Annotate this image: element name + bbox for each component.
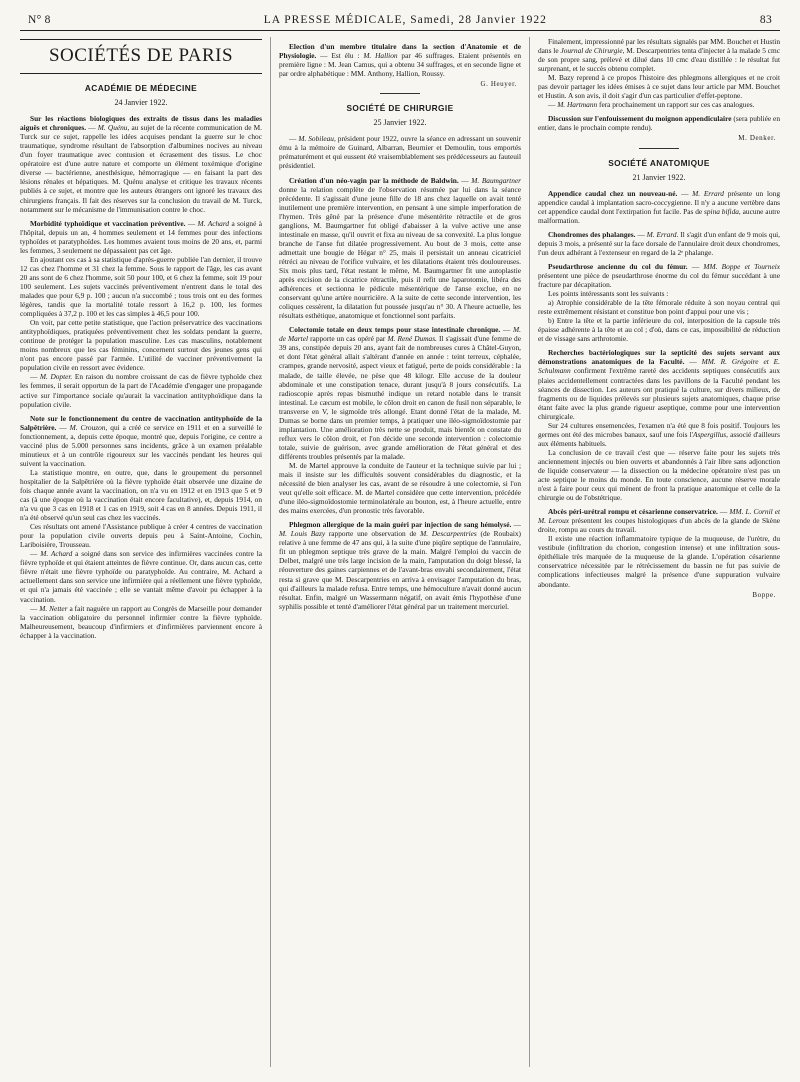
article-election: Election d'un membre titulaire dans la section d'Anatomie et de Physiologie. — Est élu : M. Hallion par 46 suffrages. Etaient présentés en première ligne : M. Jean Camus, qui a obtenu 34 suffrages, et en seconde ligne et par ordre alphabétique : MM. Anthony, Hallion, Roussy. — [279, 42, 521, 79]
article-appendice-caudal: Appendice caudal chez un nouveau-né. — M. Errard présente un long appendice caudal à implantation sacro-coccygienne. Il n'y a aucune vertèbre dans cet appendice caudal dont l'extirpation fut facile. Pas de spina bifida, aucune autre malformation. — [538, 188, 780, 225]
signature-heuyer: G. Heuyer. — [480, 80, 517, 89]
anatomique-date: 21 Janvier 1922. — [632, 172, 686, 182]
paragraph: Sur 24 cultures ensemencées, l'examen n'a été que 8 fois positif. Toujours les germes ont été des microbes banaux, sauf une fois l'Aspergillus, associé d'ailleurs aux éléments habituels. — [538, 420, 780, 448]
paragraph: — M. Hartmann fera prochainement un rapport sur ces cas analogues. — [548, 100, 755, 110]
chirurgie-heading: SOCIÉTÉ DE CHIRURGIE — [346, 103, 454, 114]
paragraph: — M. Achard a soigné dans son service des infirmières vaccinées contre la fièvre typhoïde et qui étaient atteintes de fièvre continue. Or, dans aucun cas, cette fièvre n'était une fièvre typhoïde ou paratyphoïde. Au contraire, M. Achard a actuellement dans son service une infirmière qui a réellement une fièvre typhoïde, et qui n'a jamais été vaccinée ; elle se vantait même d'avoir pu échapper à la vaccination. — [20, 549, 262, 604]
paragraph: — M. Dopter. En raison du nombre croissant de cas de fièvre typhoïde chez les femmes, il serait opportun de la part de l'Académie d'engager une propagande active sur l'importance sociale qu'aurait la vaccination antityphoïdique dans la population civile. — [20, 372, 262, 409]
article-chondromes: Chondromes des phalanges. — M. Errard. Il s'agit d'un enfant de 9 mois qui, depuis 3 mois, a présenté sur la face dorsale de l'annulaire droit deux chondromes, l'un deux adhérant à l'extenseur en regard de la 2ᵉ phalange. — [538, 229, 780, 257]
divider — [380, 93, 420, 94]
chirurgie-date: 25 Janvier 1922. — [373, 118, 427, 128]
issue-number: N° 8 — [28, 14, 51, 26]
article-septicite: Recherches bactériologiques sur la septicité des sujets servant aux démonstrations anatomiques de la Faculté. — MM. R. Grégoire et E. Schulmann confirment l'extrême rareté des accidents septiques consécutifs aux plaies accidentellement contractées dans les pavillons de la Faculté pendant les séances de dissection. Les auteurs ont pratiqué la culture, sur divers milieux, de fragments ou de liquides prélevés sur plusieurs sujets anatomiques, chaque prise étant faite avec la plus grande rigueur aseptique, comme pour une intervention chirurgicale. — [538, 348, 780, 421]
article-president-opening: — M. Sobileau, président pour 1922, ouvre la séance en adressant un souvenir ému à la mémoire de Guinard, Albarran, Beurnier et Demoulin, tous emportés prématurément et qui eussent été vraisemblablement ses prédécesseurs au fauteuil présidentiel. — [279, 134, 521, 171]
article-tissue-extracts: Sur les réactions biologiques des extraits de tissus dans les maladies aiguës et chroniques. — M. Quénu, au sujet de la récente communication de M. Turck sur ce sujet, rappelle les idées acquises pendant la guerre sur le choc traumatique, syndrome résultant de l'absorption d'albumines nocives au niveau d'un foyer traumatique avec contusion et écrasement des tissus. Le choc opératoire est d'une autre nature et comporte un élément toxémique d'origine diverse — bactérienne, anesthésique, hémorragique — en faisant la part des lésions rénales et hépatiques. M. Quénu analyse et critique les travaux récents publiés à ce sujet, et montre que les auteurs étrangers ont ignoré les travaux des chirurgiens français. Il fait des réserves sur la conclusion du travail de M. Turck, notamment sur le mécanisme de l'immunisation contre le choc. — [20, 114, 262, 214]
paragraph: M. Bazy reprend à ce propos l'histoire des phlegmons allergiques et ne croit pas devoir partager les idées émises à ce sujet dans leur article par MM. Bouchet et Hustin. A son avis, il doit s'agir d'un cas particulier d'effet-peptone. — [538, 73, 780, 101]
section-title: SOCIÉTÉS DE PARIS — [20, 39, 262, 74]
paragraph: Les points intéressants sont les suivants : — [548, 289, 669, 299]
academie-heading: ACADÉMIE DE MÉDECINE — [84, 83, 198, 93]
article-phlegmon: Phlegmon allergique de la main guéri par injection de sang hémolysé. — M. Louis Bazy rapporte une observation de M. Descarpentries (de Roubaix) relative à une femme de 47 ans qui, à la suite d'une piqûre septique de l'annulaire, fit un phlegmon septique très grave de la main. Malgré l'emploi du vaccin de Delbet, malgré une très large incision de la main, l'amputation du doigt blessé, la réouverture des gaines carpiennes et de l'avant-bras envahi secondairement, l'état resta si grave que M. Descarpentries en arriva à envisager l'amputation du bras, qui d'ailleurs la malade refusa. Entre temps, une hémoculture n'avait donné aucun résultat. Enfin, malgré un Wassermann négatif, on avait émis l'hypothèse d'une syphilis possible et tenté d'améliorer l'état général par un traitement mercuriel. — [279, 520, 521, 611]
paragraph: — M. Netter a fait naguère un rapport au Congrès de Marseille pour demander la vaccination obligatoire du personnel infirmier contre la fièvre typhoïde. Malheureusement, beaucoup d'infirmiers et d'infirmières parviennent encore à échapper à la vaccination. — [20, 603, 262, 640]
anatomique-heading: SOCIÉTÉ ANATOMIQUE — [608, 157, 710, 168]
column-1 — [20, 37, 262, 1067]
paragraph: M. de Martel approuve la conduite de l'auteur et la technique suivie par lui ; mais il insiste sur les difficultés souvent considérables du diagnostic, et la nécessité de bien analyser les cas, avant de se résoudre à une colectomie, si l'on veut qu'elle soit efficace. M. de Martel considère que cette intervention, précédée d'une iléo-sigmoïdostomie terminolatérale au bouton, est, à l'heure actuelle, entre des mains exercées, d'un pronostic très favorable. — [279, 460, 521, 516]
paragraph: b) Entre la tête et la partie inférieure du col, interposition de la capsule très épaisse adhérente à la tête et au col ; d'où, dans ce cas, impossibilité de réduction et de vissage sans arthrotomie. — [538, 316, 780, 344]
paragraph: a) Atrophie considérable de la tête fémorale réduite à son noyau central qui reste extrêmement résistant et constitue bon point d'appui pour une vis ; — [538, 298, 780, 317]
paragraph: La statistique montre, en outre, que, dans le groupement du personnel hospitalier de la Salpêtrière où la fièvre typhoïde était observée une dizaine de fois chaque année avant la vaccination, on n'a vu en 1912 et en 1913 que 5 et 9 cas (à une époque où la vaccination était encore facultative), et, depuis 1914, on n'a vu que 3 cas en 1918 et 1 cas en 1919, soit 4 cas en 8 années. Depuis 1911, il n'a été observé qu'un seul cas chez les vaccinés. — [20, 467, 262, 523]
page-header — [20, 14, 780, 31]
article-typhoid-morbidity: Morbidité typhoïdique et vaccination préventive. — M. Achard a soigné à l'hôpital, depuis un an, 4 hommes seulement et 14 femmes pour des infections typhoïdes et paratyphoïdes. Les hommes avaient tous moins de 20 ans, et, parmi les femmes, 3 seulement ne dépassaient pas cet âge. — [20, 218, 262, 255]
journal-title: LA PRESSE MÉDICALE, Samedi, 28 Janvier 1922 — [263, 14, 547, 26]
article-neo-vagin: Création d'un néo-vagin par la méthode de Baldwin. — M. Baumgartner donne la relation complète de l'observation résumée par lui dans la séance précédente. Il s'agissait d'une jeune fille de 18 ans chez laquelle on avait tenté inutilement une première intervention, en pensant à une simple imperforation de l'hymen. Très gêné par la présence d'une mésentérite rétractile et de gros ganglions, M. Baumgartner fut obligé d'abaisser à la vulve active une anse intestinale en masse, qu'il ouvrit et fixa au niveau de sa convexité. La plus longue branche de l'anse fut dilatée progressivement. Au bout de 3 mois, cette anse admettait une bougie de Hégar n° 25, mais il persistait un anneau cicatriciel rétréci au niveau de l'orifice vulvaire, et les dilatations étaient très douloureuses. Six mois plus tard, l'état restant le même, M. Baumgartner fit une autoplastie après excision de la cicatrice rétractile, puis il refit une laparotomie, libéra des adhérences et sectionna le pédicule mésentérique de l'anse exclue, en ne conservant qu'une artère nourricière. A la suite de cette seconde intervention, les coliques cessèrent, la dilatation fut poussée jusqu'au n° 30. A l'heure actuelle, les résultats esthétique, anatomique et fonctionnel sont parfaits. — [279, 175, 521, 321]
paragraph: Finalement, impressionné par les résultats signalés par MM. Bouchet et Hustin dans le Journal de Chirurgie, M. Descarpentries tenta d'injecter à la malade 5 cmc de son propre sang, prélevé et dilué dans 10 cmc d'eau distillée : le résultat fut surprenant, et le succès obtenu complet. — [538, 37, 780, 74]
paragraph: En ajoutant ces cas à sa statistique d'après-guerre publiée l'an dernier, il trouve 12 cas chez l'homme et 31 chez la femme. Sous le rapport de l'âge, les cas avant 20 ans sont de 6 chez l'homme, soit 50 pour 100, et 6 chez la femme, soit 19 pour 100 seulement. Les sujets vaccinés préventivement n'entrent dans le total des malades que pour 6,9 p. 100 ; aucun n'a succombé ; tous trois ont eu des formes légères, tandis que la mortalité totale ressort à 16,2 p. 100, les formes compliquées à 37,2 p. 100 et les cas simples à 46,5 pour 100. — [20, 254, 262, 319]
article-moignon-discussion: Discussion sur l'enfouissement du moignon appendiculaire (sera publiée en entier, dans le prochain compte rendu). — [538, 114, 780, 133]
columns — [20, 37, 780, 1067]
signature-denker: M. Denker. — [738, 134, 776, 143]
paragraph: On voit, par cette petite statistique, que l'action préservatrice des vaccinations antityphoïdiques, pratiquées préventivement chez les soldats pendant la guerre, continue de protéger la population masculine. Les cas masculins, notablement moins nombreux que les cas féminins, concernent surtout des jeunes gens qui n'ont pas encore passé par l'armée. L'utilité de vacciner préventivement la population civile en ressort avec évidence. — [20, 318, 262, 373]
article-pseudarthrose: Pseudarthrose ancienne du col du fémur. — MM. Boppe et Tourneix présentent une pièce de pseudarthrose énorme du col du fémur succédant à une fracture par décapitation. — [538, 261, 780, 290]
page-number: 83 — [759, 14, 772, 26]
column-3 — [529, 37, 780, 1067]
paragraph: Il existe une réaction inflammatoire typique de la muqueuse, de l'urètre, du vestibule (infiltration du chorion, congestion intense) et une infiltration sous-épithéliale très marquée de la muqueuse de la glande. L'opération césarienne conservatrice nécessitée par le rétrécissement du bassin ne fut pas suivie de complications infectieuses malgré la présence d'une suppuration vulvaire abondante. — [538, 534, 780, 589]
article-colectomie: Colectomie totale en deux temps pour stase intestinale chronique. — M. de Martel rapporte un cas opéré par M. René Dumas. Il s'agissait d'une femme de 39 ans, constipée depuis 20 ans, ayant fait de nombreuses cures à Châtel-Guyon, et dont l'état général allait s'altérant d'année en année : teint terreux, céphalée, crampes, grande nervosité, aspect vieux et fatigué, perte de poids considérable : la malade, de taille élevée, ne pèse que 48 kilogr. Elle accuse de la douleur abdominale et une constipation tenace, durant jusqu'à 8 jours consécutifs. La radioscopie après repas bismuthé indique un retard notable dans le transit intestinal. Le cæcum est mobile, le côlon droit en canon de fusil non séparable, le transverse en V, le sigmoïde très allongé. Etant donné l'état de la malade, M. Dumas se borne dans un premier temps, à pratiquer une iléo-sigmoïdostomie par implantation. Une amélioration très nette se produit, mais bientôt on constate du reflux vers le côlon droit, et l'on décide une seconde intervention : colectomie totale, suivie de guérison, avec grande amélioration de l'état général et des différents troubles présentés par la malade. — [279, 325, 521, 461]
article-abces-peri-uretral: Abcès péri-urétral rompu et césarienne conservatrice. — MM. L. Cornil et M. Leroux présentent les coupes histologiques d'un abcès de la glande de Skène droite, rompu au cours du travail. — [538, 507, 780, 535]
paragraph: La conclusion de ce travail c'est que — réserve faite pour les sujets très anciennement injectés ou bien ouverts et abandonnés à l'air libre sans adjonction de liquide conservateur — la dissection ou la médecine opératoire n'est pas un acte septique le moins du monde. En toute conscience, aucune réserve morale n'est à faire pour ceux qui mènent de front la pratique anatomique et celle de la chirurgie ou de l'obstétrique. — [538, 447, 780, 503]
article-salpetriere-vaccination: Note sur le fonctionnement du centre de vaccination antityphoïde de la Salpêtrière. — M. Crouzon, qui a créé ce service en 1911 et en a surveillé le fonctionnement, a, depuis cette époque, montré que, depuis l'origine, ce centre a vacciné plus de 5.000 personnes sans incidents, grâce à un examen préalable minutieux et à un contrôle rigoureux sur les vaccinés pendant les heures qui suivent la vaccination. — [20, 413, 262, 468]
academie-date: 24 Janvier 1922. — [114, 98, 168, 108]
signature-boppe: Boppe. — [752, 590, 776, 599]
paragraph: Ces résultats ont amené l'Assistance publique à créer 4 centres de vaccination pour la population civile ouverts depuis peu à Saint-Antoine, Cochin, Lariboisière, Trousseau. — [20, 522, 262, 550]
divider — [639, 148, 679, 149]
column-2 — [270, 37, 521, 1067]
